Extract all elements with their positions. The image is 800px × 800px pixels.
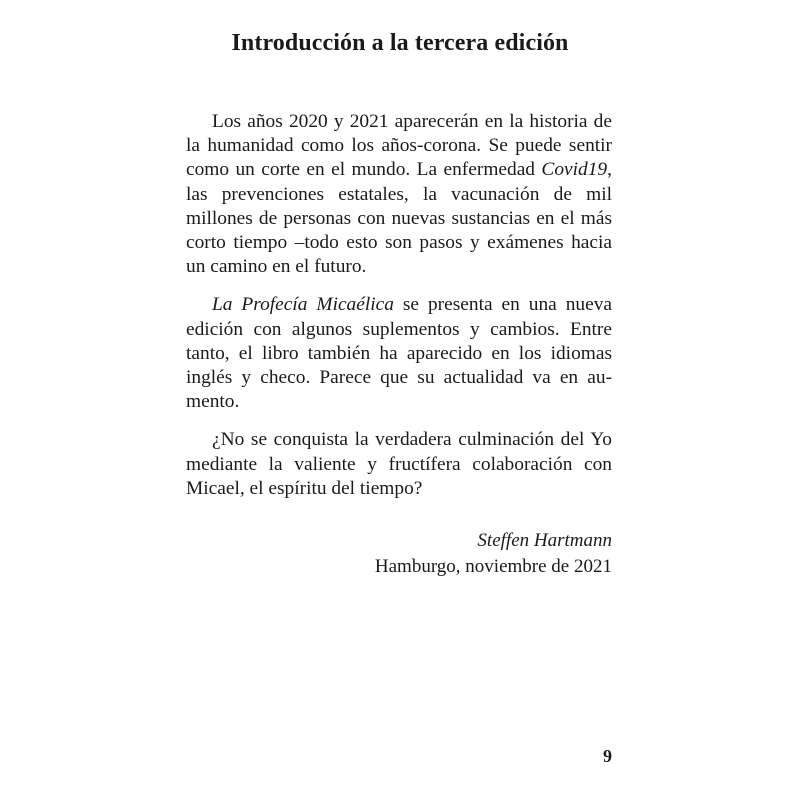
- body-text: [186, 110, 612, 515]
- signature-block: [375, 528, 612, 580]
- page-title: Introducción a la tercera edición: [231, 30, 569, 56]
- paragraph: [186, 293, 612, 414]
- page-number: 9: [603, 746, 612, 766]
- paragraph-italic-text: La Profecía Micaélica: [212, 294, 394, 316]
- paragraph: [186, 428, 612, 501]
- paragraph-text: se presenta en una nueva edición con algunos suplementos y cambios. Entre tanto, el libro también ha aparecido en los idiomas inglés y checo. Parece que su actualidad va en aumento.: [186, 294, 612, 413]
- author-name: Steffen Hartmann: [477, 530, 612, 551]
- paragraph-text: , las prevenciones estatales, la vacunación de mil millones de personas con nuevas sustancias en el más corto tiempo –todo esto son pasos y exámenes hacia un camino en el futuro.: [186, 159, 612, 278]
- place-date: Hamburgo, noviembre de 2021: [374, 556, 612, 577]
- paragraph-text: Los años 2020 y 2021 aparecerán en la historia de la humanidad como los años-corona. Se puede sentir como un corte en el mundo. La enfermedad: [186, 111, 612, 181]
- paragraph-italic-text: Covid19: [541, 159, 608, 181]
- paragraph: [186, 110, 612, 279]
- paragraph-text: ¿No se conquista la verdadera culminación del Yo mediante la valiente y fructífera colaboración con Micael, el espíritu del tiempo?: [186, 429, 612, 499]
